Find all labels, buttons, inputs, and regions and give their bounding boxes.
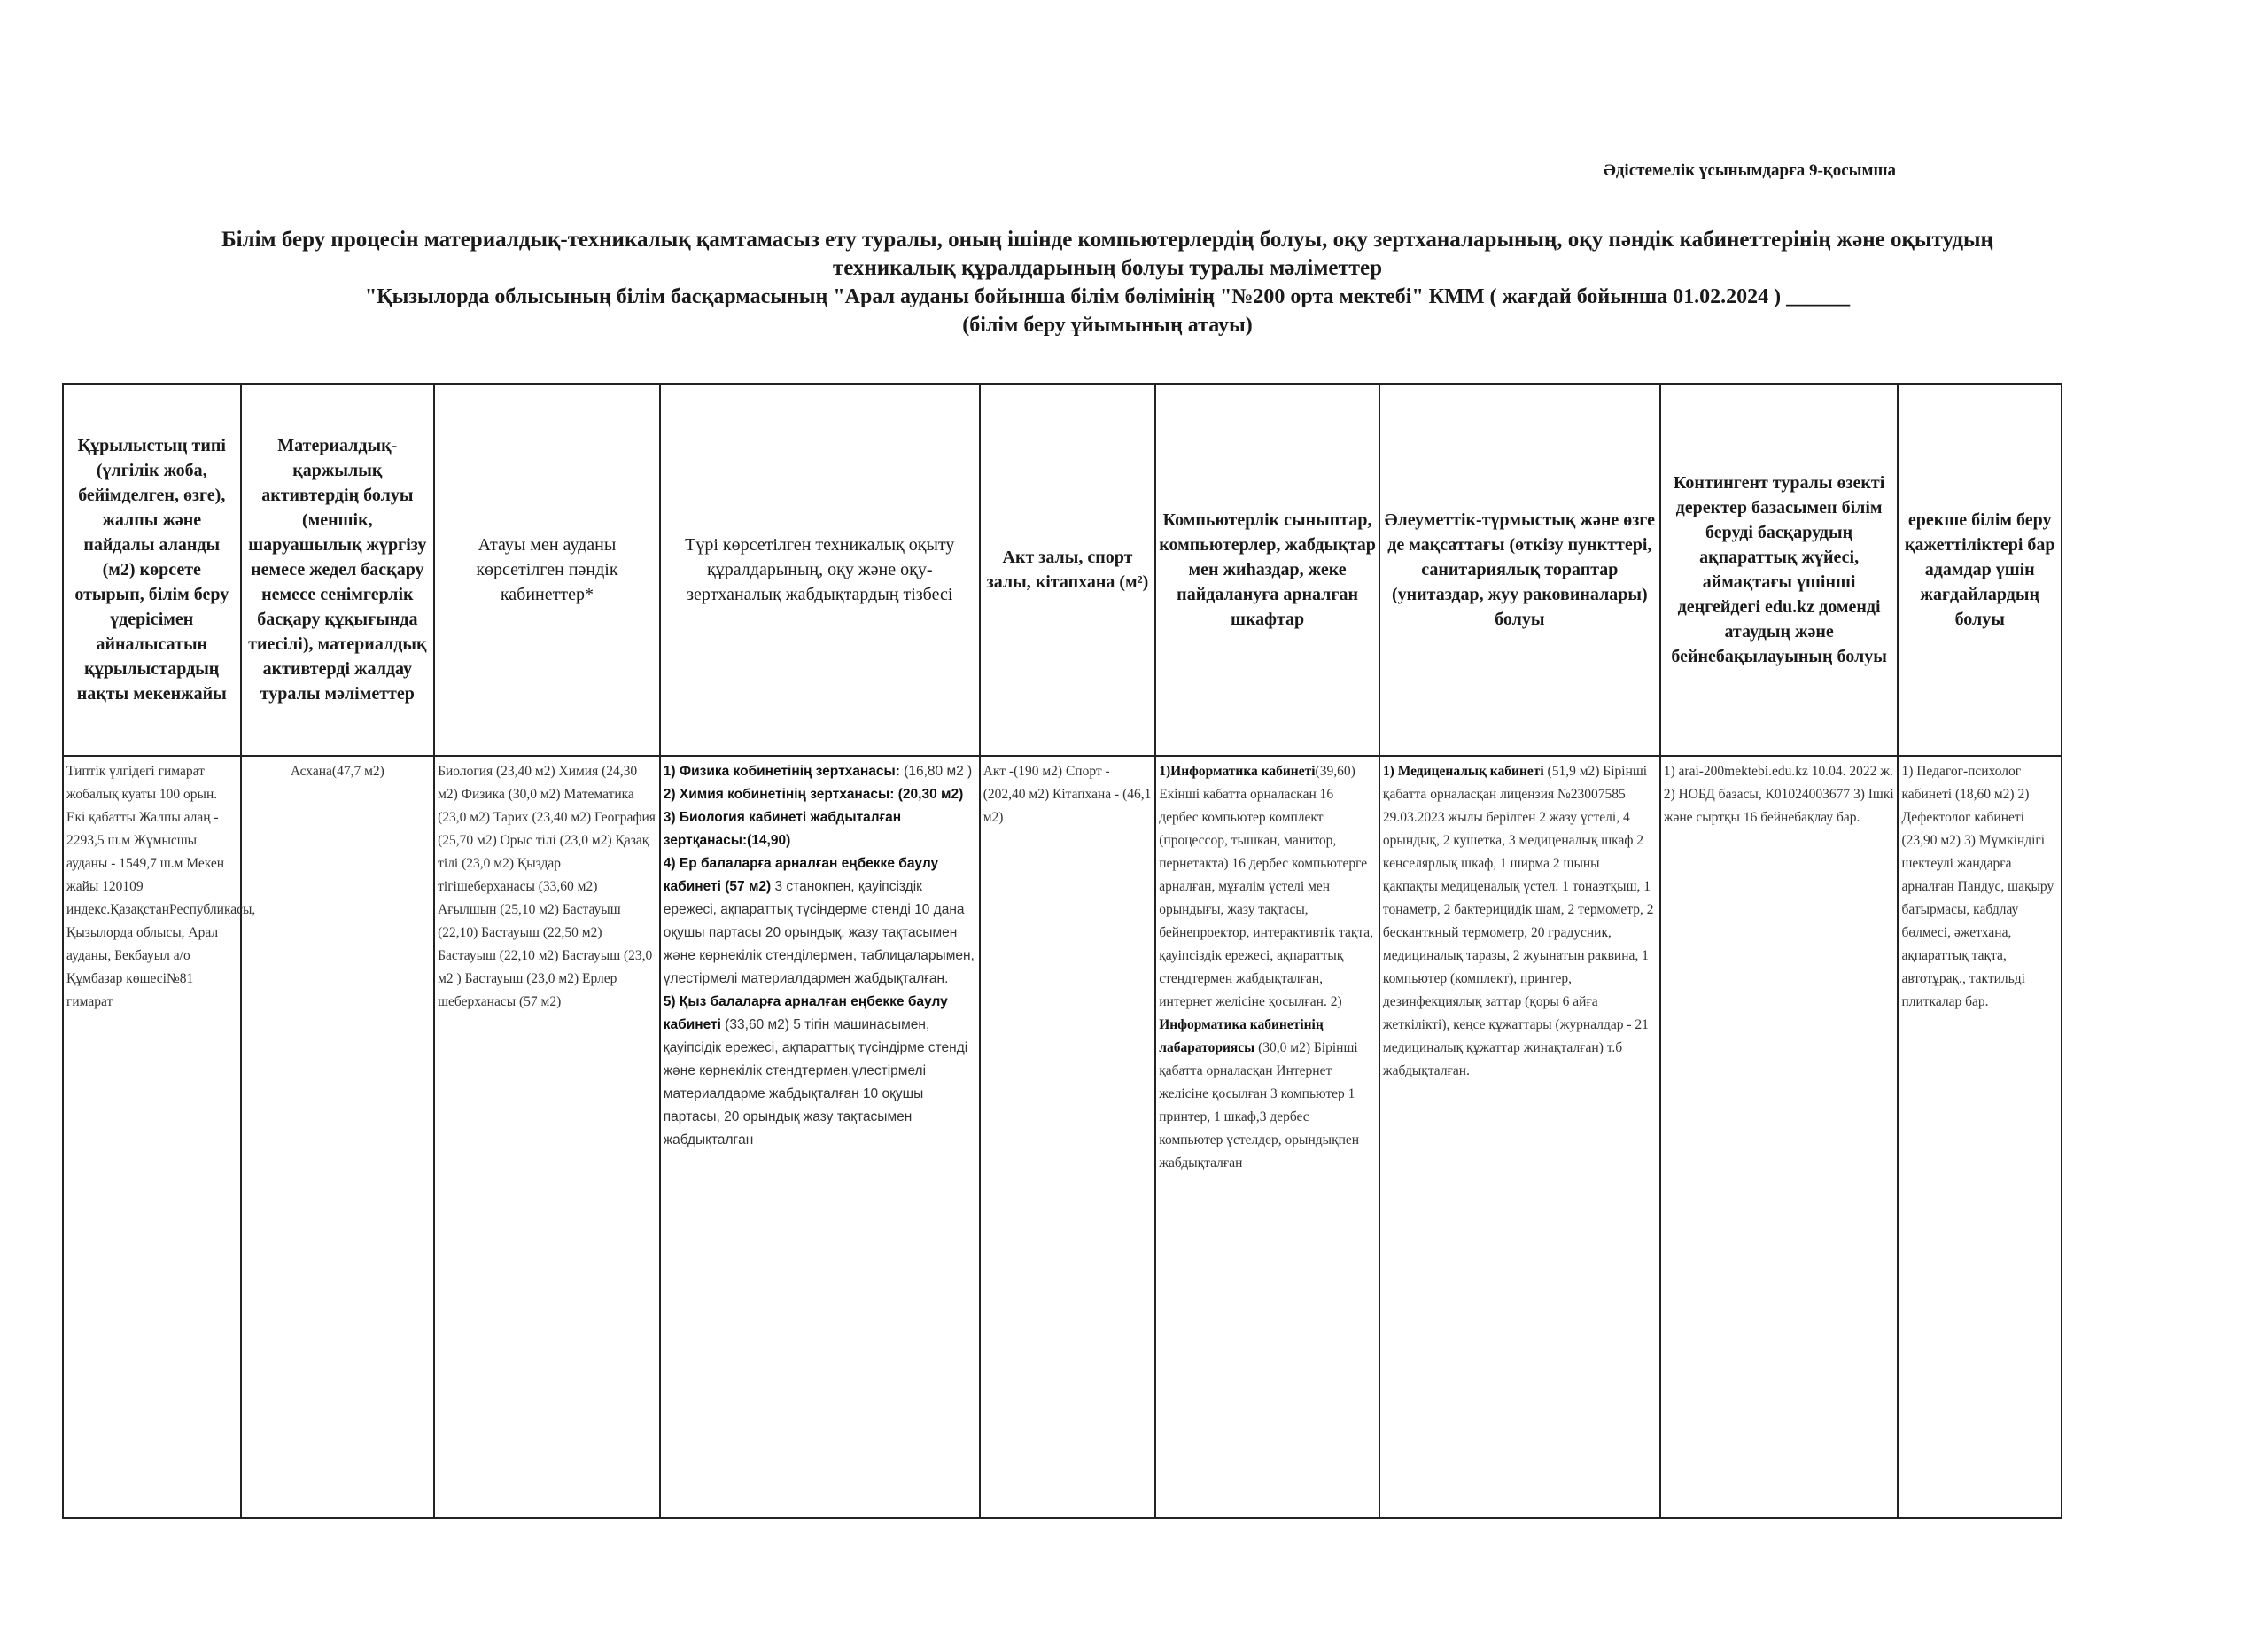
table-row [63,756,2062,1518]
header-cell: Контингент туралы өзекті деректер базасымен білім беруді басқарудың ақпараттық жүйесі, аймақтағы үшінші деңгейдегі edu.kz доменді атаудың және бейнебақылауының болуы [1660,384,1899,756]
equip-2: 2) Химия кобинетінің зертханасы: (20,30 м2) [663,787,964,802]
equip-1: 1) Физика кобинетінің зертханасы: [663,764,900,779]
header-cell: Акт залы, спорт залы, кітапхана (м²) [980,384,1156,756]
cabinets-list: Биология (23,40 м2) Химия (24,30 м2) Физика (30,0 м2) Математика (23,0 м2) Тарих (23,40 м2) География (25,70 м2) Орыс тілі (23,0 м2) Қазақ тілі (23,0 м2) Қыздар тігішеберханасы (33,60 м2) Ағылшын (25,10 м2) Бастауыш (22,10) Бастауыш (22,50 м2) Бастауыш (22,10 м2) [438,764,656,963]
title-line-4: (білім беру ұйымының атауы) [962,314,1253,337]
equip-3: 3) Биология кабинеті жабдыталған зертқанасы:(14,90) [663,810,902,848]
cell-assets: Асхана(47,7 м2) [241,756,435,1518]
header-cell: Материалдық-қаржылық активтердің болуы (меншік, шаруашылық жүргізу немесе жедел басқару немесе сенімгерлік басқару құқығында тиесілі), материалдық активтерді жалдау туралы мәліметтер [241,384,435,756]
equip-5-value: (33,60 м2) 5 тігін машинасымен, қауіпсідік ережесі, ақпараттық түсіндірме стенді және көрнекілік стендтермен,үлестірмелі материалдарме жабдықталған 10 оқушы партасы, 20 орындық жазу тақтасымен жабдықталған [663,1017,968,1147]
computer-class-2: Информатика кабинетінің лабараториясы [1159,1017,1324,1055]
computer-class-2-value: (30,0 м2) Бірінші қабатта орналасқан Интернет желісіне қосылған 3 компьютер 1 принтер, 1 шкаф,3 дербес компьютер үстелдер, орындықпен жабдықталған [1159,1040,1360,1171]
header-cell: Әлеуметтік-тұрмыстық және өзге де мақсаттағы (өткізу пункттері, санитариялық тораптар (унитаздар, жуу раковиналары) болуы [1379,384,1660,756]
equip-4: 4) Ер балаларға арналған еңбекке баулу кабинеті (57 м2) [663,856,939,894]
cell-halls: Акт -(190 м2) Спорт -(202,40 м2) Кітапхана - (46,1 м2) [980,756,1156,1518]
cell-cabinets [434,756,660,1518]
cell-equipment [660,756,980,1518]
medical-cabinet-value: (51,9 м2) Бірінші қабатта орналасқан лицензия №23007585 29.03.2023 жылы берілген 2 жазу үстелі, 4 орындық, 2 кушетка, 3 медиценалық шкаф 2 кеңселярлық шкаф, 1 ширма 2 шыны қақпақты медиценалық үстел. 1 тонаэтқыш, 1 тонаметр, 2 бактерицидік шам, 2 термометр, 2 бесканткный термометр, 20 градусник, медициналық таразы, 2 жуынатын раквина, 1 компьютер (комплект), принтер, дезинфекциялық заттар (қоры 6 айға жеткілікті), кеңсе құжаттары (журналдар - 21 медициналық құжаттар жинақталған) т.б жабдықталған. [1382,764,1654,1078]
data-table [62,383,2062,1519]
header-cell: ерекше білім беру қажеттіліктері бар адамдар үшін жағдайлардың болуы [1898,384,2062,756]
equip-1-value: (16,80 м2 ) [899,764,973,779]
title-line-3: "Қызылорда облысының білім басқармасының "Арал ауданы бойынша білім бөлімінің "№200 орта мектебі" КММ ( жағдай бойынша 01.02.2024 ) ______ [364,285,1851,308]
cell-building: Типтік үлгідегі гимарат жобалық куаты 100 орын. Екі қабатты Жалпы алаң - 2293,5 ш.м Жұмысшы ауданы - 1549,7 ш.м Мекен жайы 120109 индекс.ҚазақстанРеспубликасы, Қызылорда облысы, Арал ауданы, Бекбауыл а/о Құмбазар көшесі№81 гимарат [63,756,241,1518]
computer-class-1-value: (39,60) Екінші кабатта орналаскан 16 дербес компьютер комплект (процессор, тышкан, манитор, пернетакта) 16 дербес компьютерге арналған, мұғалім үстелі мен орындығы, жазу тақтасы, бейнепроектор, интерактивтік тақта, қауіпсіздік ережесі, ақпараттық стендтермен жабдықталған, интернет желісіне қосылған. 2) [1159,764,1374,1009]
header-cell: Компьютерлік сыныптар, компьютерлер, жабдықтар мен жиһаздар, жеке пайдалануға арналған шкафтар [1155,384,1379,756]
header-row [63,384,2062,756]
equip-4-value: 3 станокпен, қауіпсіздік ережесі, ақпараттық түсіндерме стенді 10 дана оқушы партасы 20 орындық, жазу тақтасымен және көрнекілік стенділермен, таблицаларымен, үлестірмелі материалдармен жабдықталған. [663,879,975,986]
header-cell: Атауы мен ауданы көрсетілген пәндік кабинеттер* [434,384,660,756]
equip-5: 5) Қыз балаларға арналған еңбекке баулу кабинеті [663,994,948,1032]
cabinets-list-extra: Бастауыш (23,0 м2 ) Бастауыш (23,0 м2) Ерлер шеберханасы (57 м2) [438,948,653,1009]
computer-class-1: 1)Информатика кабинеті [1159,764,1316,779]
cell-info-system: 1) arai-200mektebi.edu.kz 10.04. 2022 ж. 2) НОБД базасы, К01024003677 3) Ішкі және сыртқы 16 бейнебақлау бар. [1660,756,1899,1518]
annex-label: Әдістемелік ұсынымдарға 9-қосымша [1603,161,1896,180]
cell-computers [1155,756,1379,1518]
title-line-1: Білім беру процесін материалдық-техникалық қамтамасыз ету туралы, оның ішінде компьютерлердің болуы, оқу зертханаларының, оқу пәндік кабинеттерінің және оқытудың [221,228,1993,252]
medical-cabinet: 1) Медиценалық кабинеті [1382,764,1544,779]
header-cell: Құрылыстың типі (үлгілік жоба, бейімделген, өзге), жалпы және пайдалы аланды (м2) көрсете отырып, білім беру үдерісімен айналысатын құрылыстардың нақты мекенжайы [63,384,241,756]
header-cell: Түрі көрсетілген техникалық оқыту құралдарының, оқу және оқу-зертханалық жабдықтардың тізбесі [660,384,980,756]
cell-special-needs: 1) Педагог-психолог кабинеті (18,60 м2) 2) Дефектолог кабинеті (23,90 м2) 3) Мүмкіндігі шектеулі жандарға арналған Пандус, шақыру батырмасы, кабдлау бөлмесі, әжетхана, ақпараттық тақта, автотұрақ., тактильді плиткалар бар. [1898,756,2062,1518]
cell-social [1379,756,1660,1518]
document-title [80,226,2135,339]
title-line-2: техникалық құралдарының болуы туралы мәліметтер [832,256,1383,280]
